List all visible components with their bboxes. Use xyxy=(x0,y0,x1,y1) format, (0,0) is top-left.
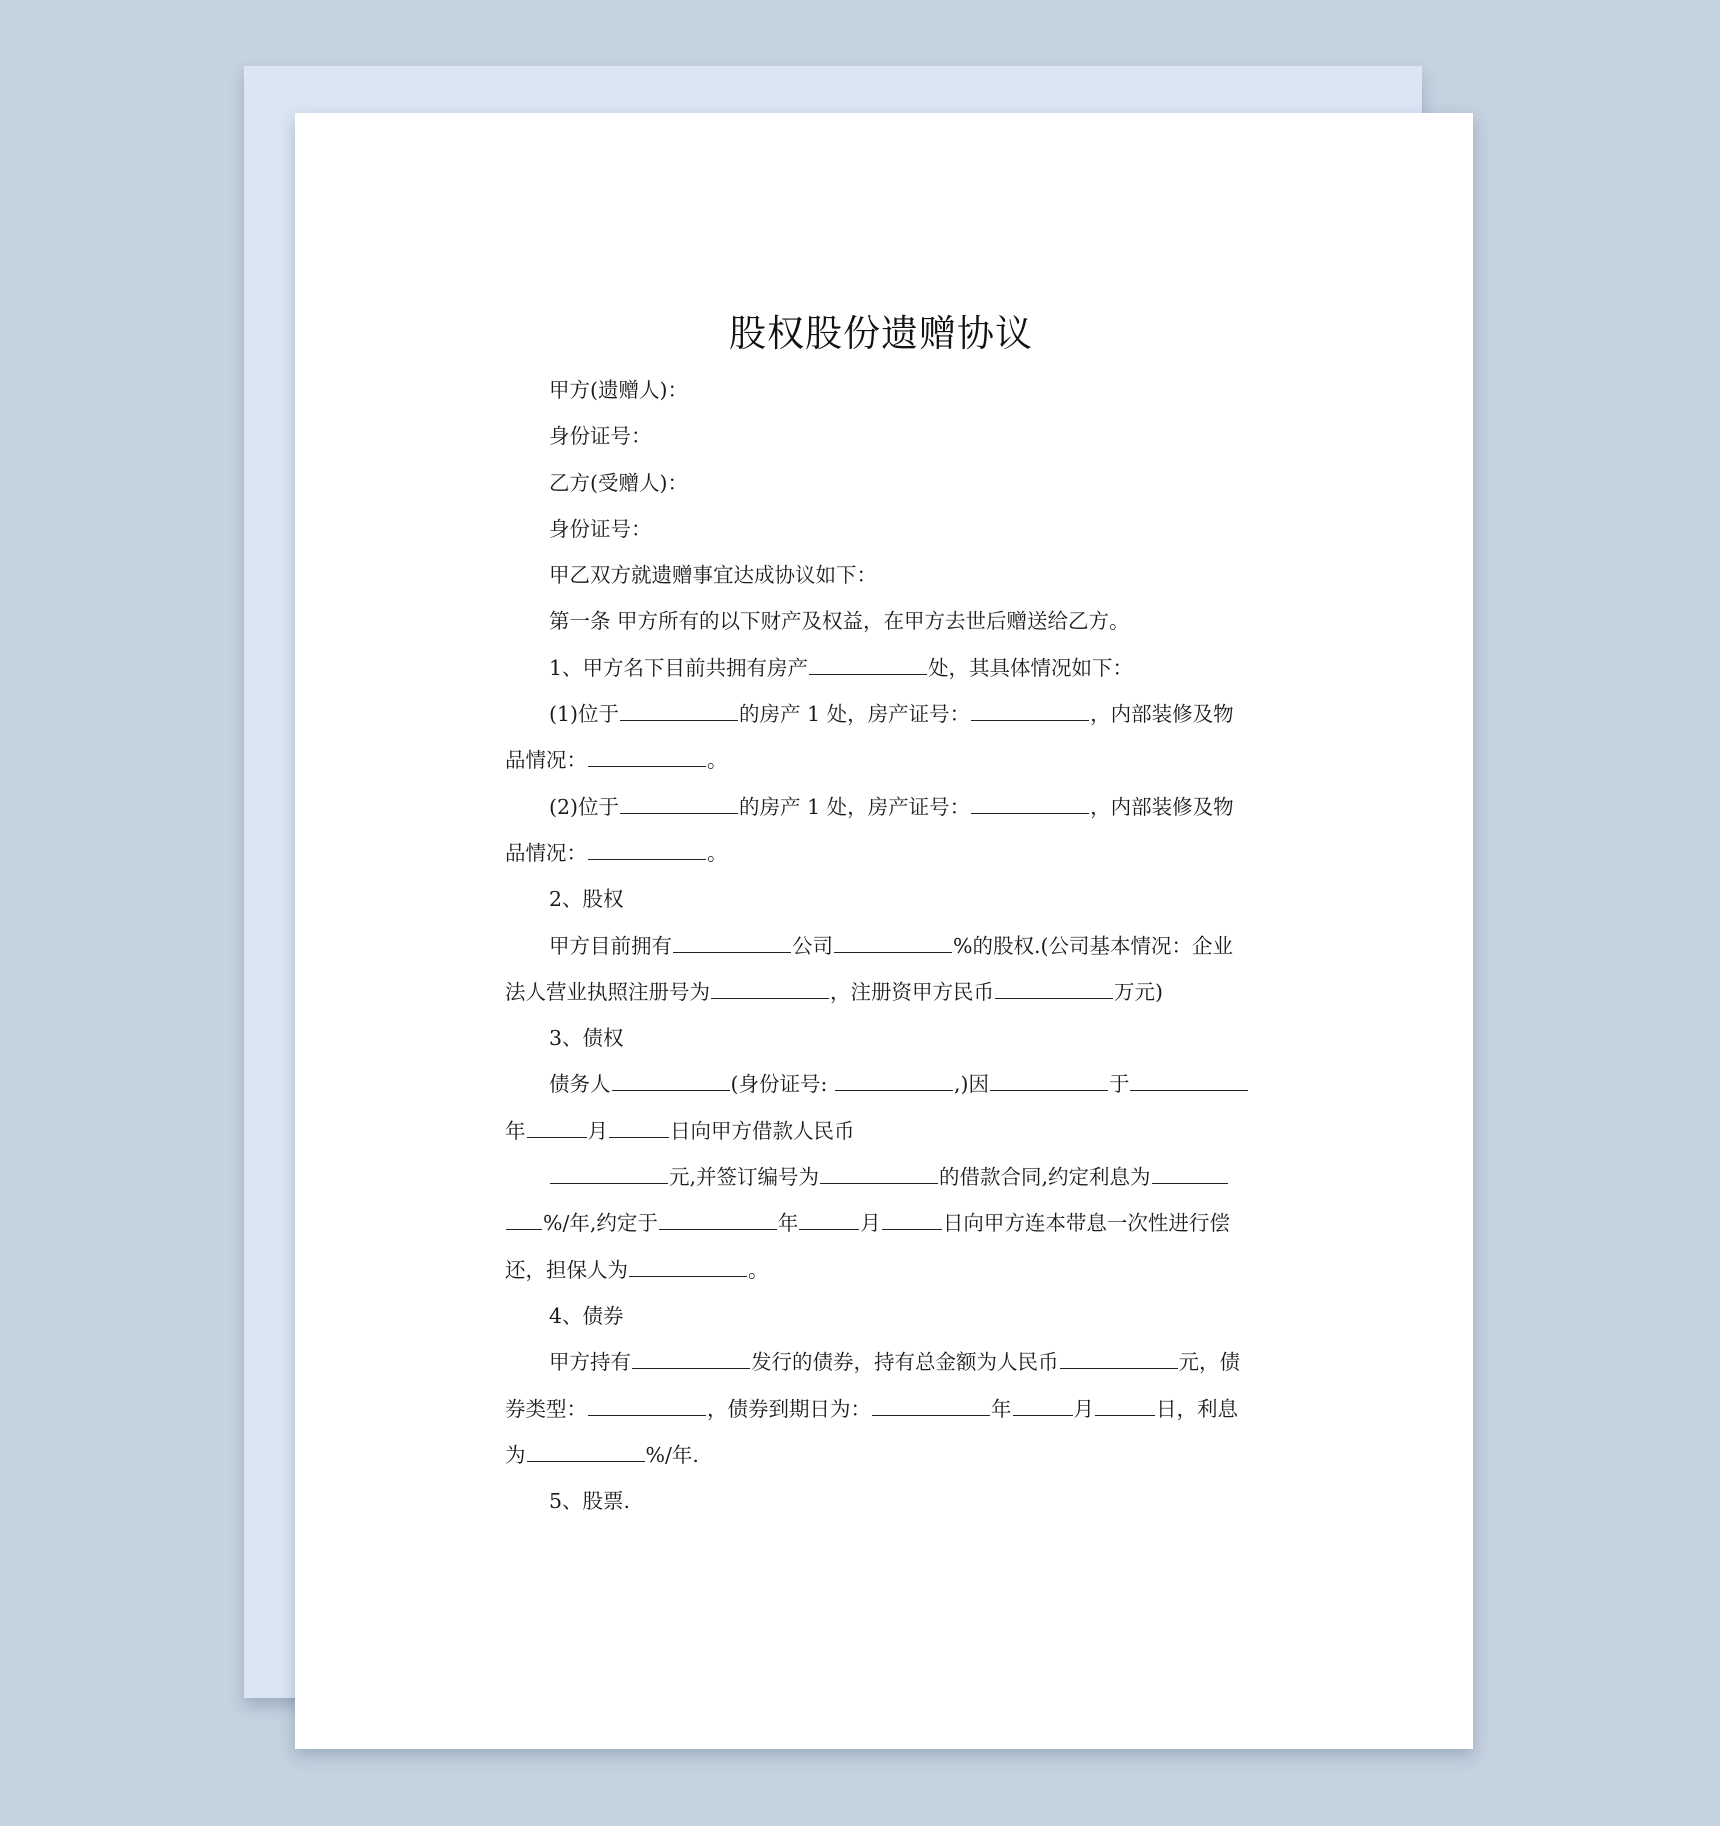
bond-type-line: 券类型： ，债券到期日为： 年 月 日，利息 xyxy=(505,1396,1238,1421)
blank-field xyxy=(1013,1395,1073,1416)
bond-interest-line: 为 %/年. xyxy=(505,1442,699,1467)
blank-field xyxy=(673,932,791,953)
blank-field xyxy=(799,1209,859,1230)
article-one: 第一条 甲方所有的以下财产及权益，在甲方去世后赠送给乙方。 xyxy=(549,609,1130,634)
property-1-line: (1)位于 的房产 1 处，房产证号： ，内部装修及物 xyxy=(549,702,1234,727)
blank-field xyxy=(527,1441,645,1462)
blank-field xyxy=(995,978,1113,999)
equity-line: 甲方目前拥有 公司 %的股权.(公司基本情况：企业 xyxy=(549,933,1233,958)
blank-field xyxy=(809,654,927,675)
blank-field xyxy=(1130,1070,1248,1091)
blank-field xyxy=(1095,1395,1155,1416)
loan-interest-line: %/年,约定于 年 月 日向甲方连本带息一次性进行偿 xyxy=(505,1200,1259,1246)
blank-field xyxy=(612,1070,730,1091)
blank-field xyxy=(620,793,738,814)
blank-field xyxy=(971,793,1089,814)
blank-field xyxy=(588,839,706,860)
blank-field xyxy=(820,1163,938,1184)
loan-amount-line: 元,并签订编号为 的借款合同,约定利息为 xyxy=(505,1154,1259,1200)
blank-field xyxy=(834,932,952,953)
stocks-heading: 5、股票. xyxy=(549,1489,631,1514)
debtor-line: 债务人 (身份证号: ,)因 于 xyxy=(505,1061,1259,1107)
equity-heading: 2、股权 xyxy=(549,887,624,912)
document-body xyxy=(505,367,1259,1524)
blank-field xyxy=(527,1117,587,1138)
party-a-id-line: 身份证号： xyxy=(549,424,652,449)
agreement-intro: 甲乙双方就遗赠事宜达成协议如下： xyxy=(549,563,877,588)
blank-field xyxy=(550,1163,668,1184)
bonds-line: 甲方持有 发行的债券，持有总金额为人民币 元，债 xyxy=(549,1350,1240,1375)
blank-field xyxy=(609,1117,669,1138)
blank-field xyxy=(971,700,1089,721)
blank-field xyxy=(872,1395,990,1416)
blank-field xyxy=(620,700,738,721)
loan-date-line: 年 月 日向甲方借款人民币 xyxy=(505,1118,855,1143)
blank-field xyxy=(1060,1348,1178,1369)
equity-registration-line: 法人营业执照注册号为 ，注册资甲方民币 万元) xyxy=(505,979,1163,1004)
blank-field xyxy=(632,1348,750,1369)
property-count-line: 1、甲方名下目前共拥有房产 处，其具体情况如下： xyxy=(549,655,1134,680)
blank-field xyxy=(629,1256,747,1277)
blank-field xyxy=(506,1209,542,1230)
property-1-items-line: 品情况： 。 xyxy=(505,748,728,773)
party-a-line: 甲方(遗赠人)： xyxy=(549,378,688,402)
blank-field xyxy=(882,1209,942,1230)
party-b-line: 乙方(受赠人)： xyxy=(549,470,688,495)
blank-field xyxy=(588,1395,706,1416)
blank-field xyxy=(1152,1163,1228,1184)
blank-field xyxy=(588,746,706,767)
blank-field xyxy=(659,1209,777,1230)
blank-field xyxy=(835,1070,953,1091)
guarantor-line: 还，担保人为 。 xyxy=(505,1257,769,1282)
bonds-heading: 4、债券 xyxy=(549,1303,624,1328)
party-b-id-line: 身份证号： xyxy=(549,516,652,541)
property-2-line: (2)位于 的房产 1 处，房产证号： ，内部装修及物 xyxy=(549,794,1234,819)
property-2-items-line: 品情况： 。 xyxy=(505,840,728,865)
creditor-rights-heading: 3、债权 xyxy=(549,1026,624,1051)
blank-field xyxy=(990,1070,1108,1091)
document-title: 股权股份遗赠协议 xyxy=(729,312,1033,355)
blank-field xyxy=(711,978,829,999)
